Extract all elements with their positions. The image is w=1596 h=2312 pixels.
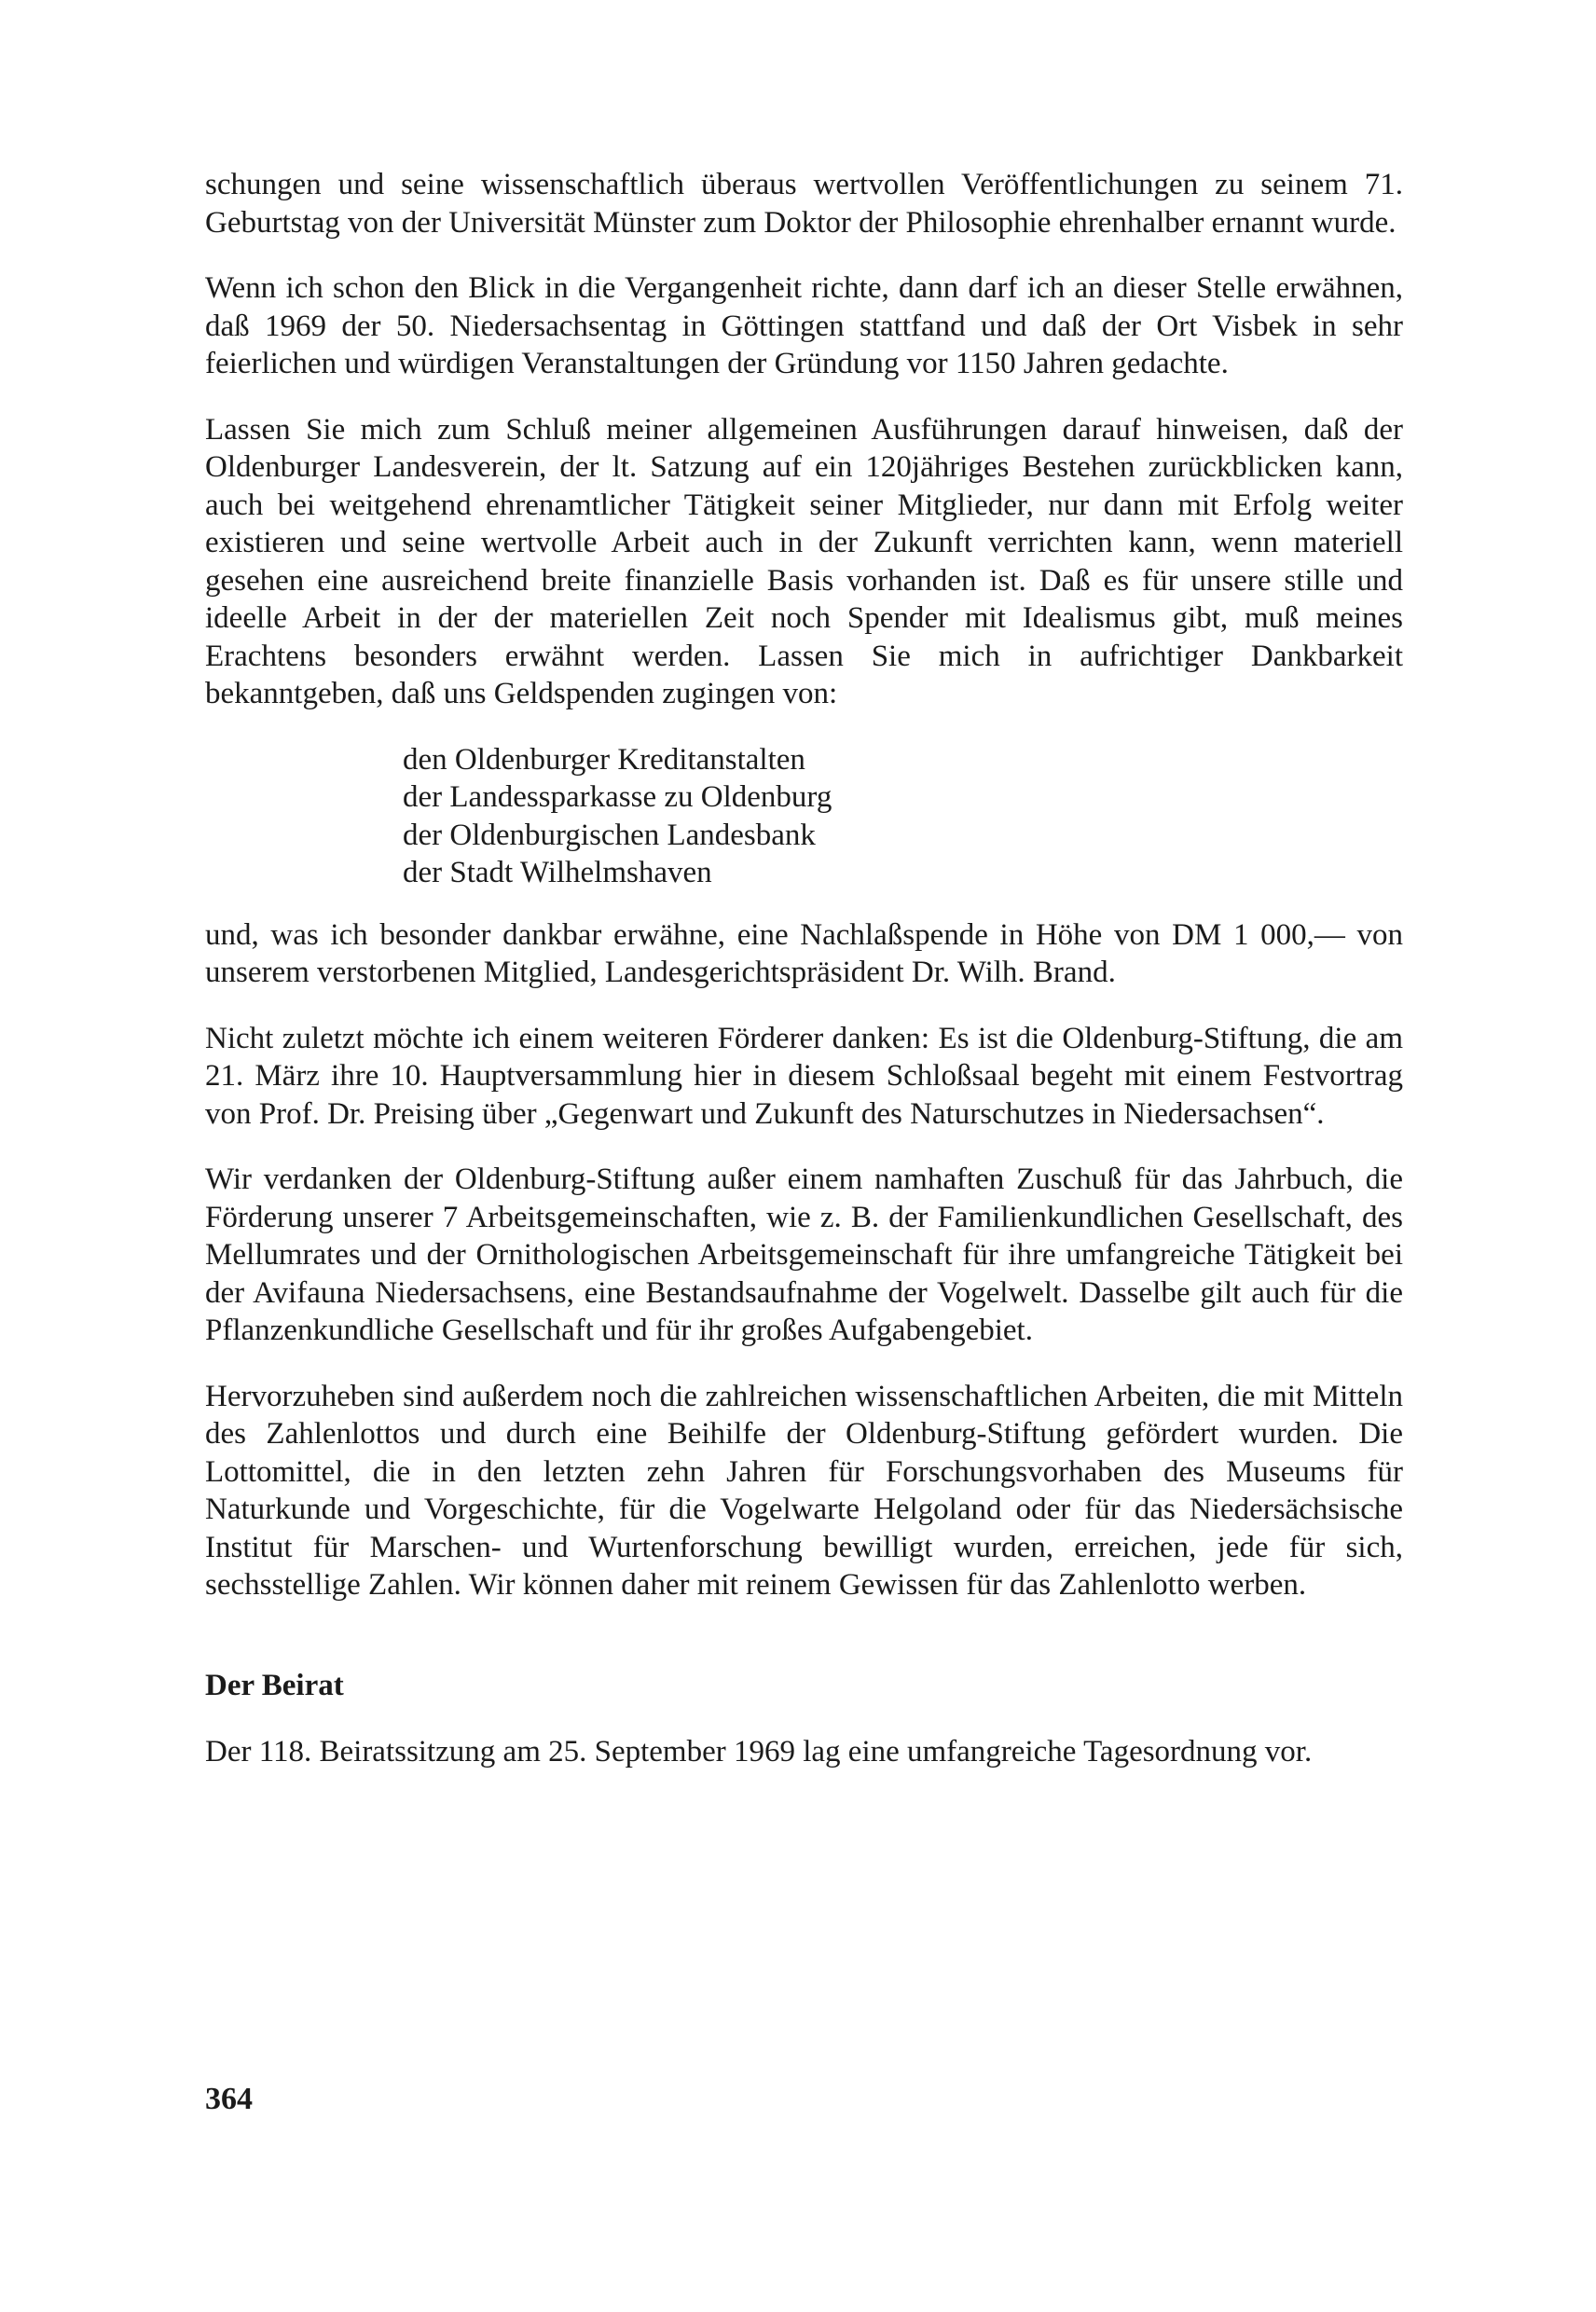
paragraph-funding: Lassen Sie mich zum Schluß meiner allgemeinen Ausführungen darauf hinweisen, daß der Oldenburger Landesverein, der lt. Satzung auf ein 120jähriges Bestehen zurückblicken kann, auch bei weitgehend ehrenamtlicher Tätigkeit seiner Mitglieder, nur dann mit Erfolg weiter existieren und seine wertvolle Arbeit auch in der Zukunft verrichten kann, wenn materiell gesehen eine ausreichend breite finanzielle Basis vorhanden ist. Daß es für unsere stille und ideelle Arbeit in der der materiellen Zeit noch Spender mit Idealismus gibt, muß meines Erachtens besonders erwähnt werden. Lassen Sie mich in aufrichtiger Dankbarkeit bekanntgeben, daß uns Geldspenden zugingen von: — [205, 412, 1403, 710]
donor-list — [403, 741, 1403, 892]
list-item: den Oldenburger Kreditanstalten — [403, 742, 805, 777]
paragraph-working-groups: Wir verdanken der Oldenburg-Stiftung außer einem namhaften Zuschuß für das Jahrbuch, die Förderung unserer 7 Arbeitsgemeinschaften, wie z. B. der Familienkundlichen Gesellschaft, des Mellumrates und der Ornithologischen Arbeitsgemeinschaft für ihre umfangreiche Tätigkeit bei der Avifauna Niedersachsens, eine Bestandsaufnahme der Vogelwelt. Dasselbe gilt auch für die Pflanzenkundliche Gesellschaft und für ihr großes Aufgabengebiet. — [205, 1163, 1403, 1347]
page-body — [205, 166, 1403, 1798]
list-item: der Landessparkasse zu Oldenburg — [403, 780, 832, 814]
list-item: der Stadt Wilhelmshaven — [403, 856, 712, 889]
paragraph-lotto: Hervorzuheben sind außerdem noch die zahlreichen wissenschaftlichen Arbeiten, die mit Mitteln des Zahlenlottos und durch eine Beihilfe der Oldenburg-Stiftung gefördert wurden. Die Lottomittel, die in den letzten zehn Jahren für Forschungsvorhaben des Museums für Naturkunde und Vorgeschichte, für die Vogelwarte Helgoland oder für das Niedersächsische Institut für Marschen- und Wurtenforschung bewilligt wurden, erreichen, jede für sich, sechsstellige Zahlen. Wir können daher mit reinem Gewissen für das Zahlenlotto werben. — [205, 1379, 1403, 1602]
paragraph-beirat: Der 118. Beiratssitzung am 25. September 1969 lag eine umfangreiche Tagesordnung vor. — [205, 1734, 1313, 1768]
paragraph-oldenburg-stiftung: Nicht zuletzt möchte ich einem weiteren Förderer danken: Es ist die Oldenburg-Stiftung, die am 21. März ihre 10. Hauptversammlung hier in diesem Schloßsaal begeht mit einem Festvortrag von Prof. Dr. Preising über „Gegenwart und Zukunft des Naturschutzes in Niedersachsen“. — [205, 1021, 1403, 1131]
page-number: 364 — [205, 2082, 253, 2116]
section-heading: Der Beirat — [205, 1668, 344, 1702]
paragraph-niedersachsentag: Wenn ich schon den Blick in die Vergangenheit richte, dann darf ich an dieser Stelle erwähnen, daß 1969 der 50. Niedersachsentag in Göttingen stattfand und daß der Ort Visbek in sehr feierlichen und würdigen Veranstaltungen der Gründung vor 1150 Jahren gedachte. — [205, 271, 1403, 380]
paragraph-doctorate: schungen und seine wissenschaftlich überaus wertvollen Veröffentlichungen zu seinem 71. Geburtstag von der Universität Münster zum Doktor der Philosophie ehrenhalber ernannt wurde. — [205, 168, 1403, 240]
paragraph-bequest: und, was ich besonder dankbar erwähne, eine Nachlaßspende in Höhe von DM 1 000,— von unserem verstorbenen Mitglied, Landesgerichtspräsident Dr. Wilh. Brand. — [205, 917, 1403, 989]
list-item: der Oldenburgischen Landesbank — [403, 818, 816, 852]
